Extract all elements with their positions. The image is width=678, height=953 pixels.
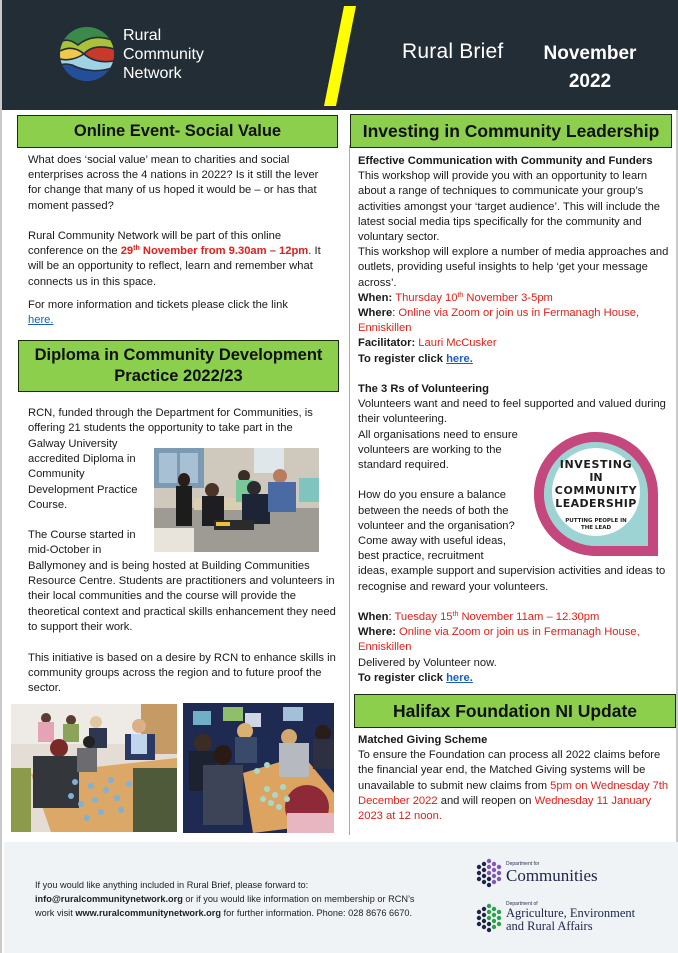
text: Rural Community Network will be part of this online conference on the xyxy=(28,230,282,258)
reopen-date: Wednesday 11 January 2023 at 12 noon. xyxy=(358,794,652,823)
event-date: 29th November from 9.30am – 12pm xyxy=(120,245,309,258)
workshop1-facilitator xyxy=(358,336,676,351)
header-banner xyxy=(2,0,678,110)
label: When: xyxy=(358,291,396,304)
org-name xyxy=(123,26,204,83)
workshop2-when xyxy=(358,610,676,625)
workshop2-register-link[interactable]: here. xyxy=(446,671,473,684)
dept-name: Communities xyxy=(506,866,598,885)
online-event-para3 xyxy=(28,298,334,328)
org-name-line: Community xyxy=(123,46,204,63)
heading-text: Online Event- Social Value xyxy=(73,122,282,140)
online-event-para2 xyxy=(28,229,336,290)
text: If you would like anything included in Rural Brief, please forward to: xyxy=(35,880,309,890)
workshop1-title: Effective Communication with Community and Funders xyxy=(358,155,653,167)
svg-text:THE LEAD: THE LEAD xyxy=(580,525,612,531)
section-heading-leadership xyxy=(350,114,672,148)
workshop2-para1: Volunteers want and need to feel supported and valued during their volunteering. xyxy=(358,398,666,426)
text: accredited Diploma in xyxy=(28,453,136,466)
halifax-block xyxy=(358,733,674,824)
halifax-para xyxy=(358,748,674,824)
heading-text: Practice 2022/23 xyxy=(114,367,243,385)
svg-text:COMMUNITY: COMMUNITY xyxy=(554,484,638,497)
workshop1-register xyxy=(358,352,676,367)
svg-text:PUTTING PEOPLE IN: PUTTING PEOPLE IN xyxy=(565,518,627,524)
org-name-line: Rural xyxy=(123,27,162,44)
diploma-intro: RCN, funded through the Department for Communities, is offering 21 students the opportunity to take part in the xyxy=(28,407,313,435)
label: To register click xyxy=(358,352,447,365)
diploma-wrap-text xyxy=(28,437,153,559)
value: Thursday 10th November 3-5pm xyxy=(395,291,553,304)
value: Online via Zoom or join us in Fermanagh House, Enniskillen xyxy=(358,626,640,654)
text: Course. xyxy=(28,498,68,511)
workshop2-para-rest: ideas, example support and supervision activities and ideas to recognise and reward your volunteers. xyxy=(358,565,666,593)
heading-text: Investing in Community Leadership xyxy=(362,120,660,141)
text: . It will be an opportunity to reflect, learn and remember what connects us in this space. xyxy=(28,245,321,288)
text: Development Practice xyxy=(28,483,138,496)
dept-name: Agriculture, Environment xyxy=(506,906,636,920)
section-heading-halifax xyxy=(354,694,676,728)
diploma-para3: This initiative is based on a desire by RCN to enhance skills in community groups across the region and to future proof the sector. xyxy=(28,652,336,695)
workshop1-para2: This workshop will explore a number of media approaches and outlets, providing useful insights to help ‘get your message across’. xyxy=(358,246,669,289)
section-heading-diploma xyxy=(18,340,339,392)
svg-text:INVESTING: INVESTING xyxy=(559,458,633,471)
workshop1-register-link[interactable]: here. xyxy=(446,352,473,365)
closing-date: 5pm on Wednesday 7th December 2022 xyxy=(358,779,669,807)
online-event-tickets-link[interactable]: here. xyxy=(28,314,54,327)
text xyxy=(35,892,414,906)
issue-year: 2022 xyxy=(568,71,612,92)
workshop2-where xyxy=(358,625,676,655)
text: Galway University xyxy=(28,438,118,450)
footer-contact-text xyxy=(35,878,414,920)
dept-agriculture-logo xyxy=(476,902,635,933)
text: or if you would like information on membership or RCN’s xyxy=(182,894,415,904)
label: When xyxy=(358,611,389,624)
workshop1-where xyxy=(358,306,676,336)
text: and will reopen on xyxy=(437,794,535,807)
footer-email-link[interactable]: info@ruralcommunitynetwork.org xyxy=(35,894,183,904)
text xyxy=(35,906,414,920)
text: between the needs of both the xyxy=(358,504,509,517)
diploma-para2: Ballymoney and is being hosted at Building Communities Resource Centre. Students are practitioners and volunteers in their local communities and the course will provide the theoretical context and practical skills enhancement they need to support their work. xyxy=(28,560,336,633)
text: Come away with useful ideas, xyxy=(358,535,506,548)
text: best practice, recruitment xyxy=(358,550,484,563)
footer-website-link[interactable]: www.ruralcommunitynetwork.org xyxy=(75,908,221,918)
label: : xyxy=(392,307,399,320)
label: Where: xyxy=(358,626,400,639)
diploma-classroom-photo xyxy=(154,448,319,552)
section-heading-online-event xyxy=(17,115,338,148)
svg-text:IN: IN xyxy=(589,471,603,484)
dept-communities-logo xyxy=(476,858,598,888)
publication-title: Rural Brief xyxy=(402,40,504,63)
jigsaw-photo-right xyxy=(183,703,334,833)
yellow-slash-icon xyxy=(324,6,356,106)
text: volunteer and the organisation? xyxy=(358,519,515,532)
text: standard required. xyxy=(358,459,449,472)
label: : xyxy=(388,611,395,624)
workshop2-title: The 3 Rs of Volunteering xyxy=(358,383,489,395)
text: How do you ensure a balance xyxy=(358,489,507,502)
daera-hex-dots-icon xyxy=(476,903,502,933)
issue-date xyxy=(530,40,650,96)
online-event-para1: What does ‘social value’ mean to charities and social enterprises across the 4 nations in 2022? Is it still the lever for change that many of us hoped it would be – or has that moment passed? xyxy=(28,154,319,212)
dept-name: and Rural Affairs xyxy=(506,919,593,933)
investing-in-community-leadership-badge xyxy=(532,430,660,558)
text: Community xyxy=(28,468,85,481)
org-name-line: Network xyxy=(123,65,182,82)
svg-text:LEADERSHIP: LEADERSHIP xyxy=(555,497,637,510)
value: Online via Zoom or join us in Fermanagh House, Enniskillen xyxy=(358,307,640,335)
label: Facilitator: xyxy=(358,337,419,350)
workshop1-para1: This workshop will provide you with an opportunity to learn about a range of techniques to communicate your group’s activities amongst your ‘target audience’. This will include the latest social media tips specifically for the community and voluntary sector. xyxy=(358,170,661,244)
text: All organisations need to ensure xyxy=(358,428,518,441)
value: Lauri McCusker xyxy=(418,337,497,350)
text: For more information and tickets please click the link xyxy=(28,299,288,311)
rcn-logo-icon xyxy=(60,27,114,81)
text: work visit xyxy=(35,908,76,918)
text: The Course started in xyxy=(28,529,136,542)
heading-text: Diploma in Community Development xyxy=(34,346,323,364)
dept-small-label: Department of xyxy=(506,901,538,907)
heading-text: Halifax Foundation NI Update xyxy=(392,700,638,721)
dfc-hex-dots-icon xyxy=(476,858,502,888)
value: Tuesday 15th November 11am – 12.30pm xyxy=(394,611,600,624)
halifax-subtitle: Matched Giving Scheme xyxy=(358,734,488,746)
dept-small-label: Department for xyxy=(506,861,540,867)
text: volunteers are working to the xyxy=(358,443,502,456)
label: To register click xyxy=(358,671,447,684)
footer xyxy=(4,842,678,953)
column-divider xyxy=(349,145,350,835)
label: Where xyxy=(358,307,393,320)
issue-month: November xyxy=(543,43,637,64)
text: for further information. Phone: 028 8676 6670. xyxy=(221,908,413,918)
workshop1-block xyxy=(358,154,676,367)
text: mid-October in xyxy=(28,544,102,557)
workshop1-when xyxy=(358,291,676,306)
text: To ensure the Foundation can process all 2022 claims before the financial year end, the Matched Giving systems will be unavailable to submit new claims from xyxy=(358,749,661,792)
workshop2-register xyxy=(358,671,676,686)
workshop2-delivered: Delivered by Volunteer now. xyxy=(358,656,497,669)
jigsaw-photo-left xyxy=(11,704,177,832)
